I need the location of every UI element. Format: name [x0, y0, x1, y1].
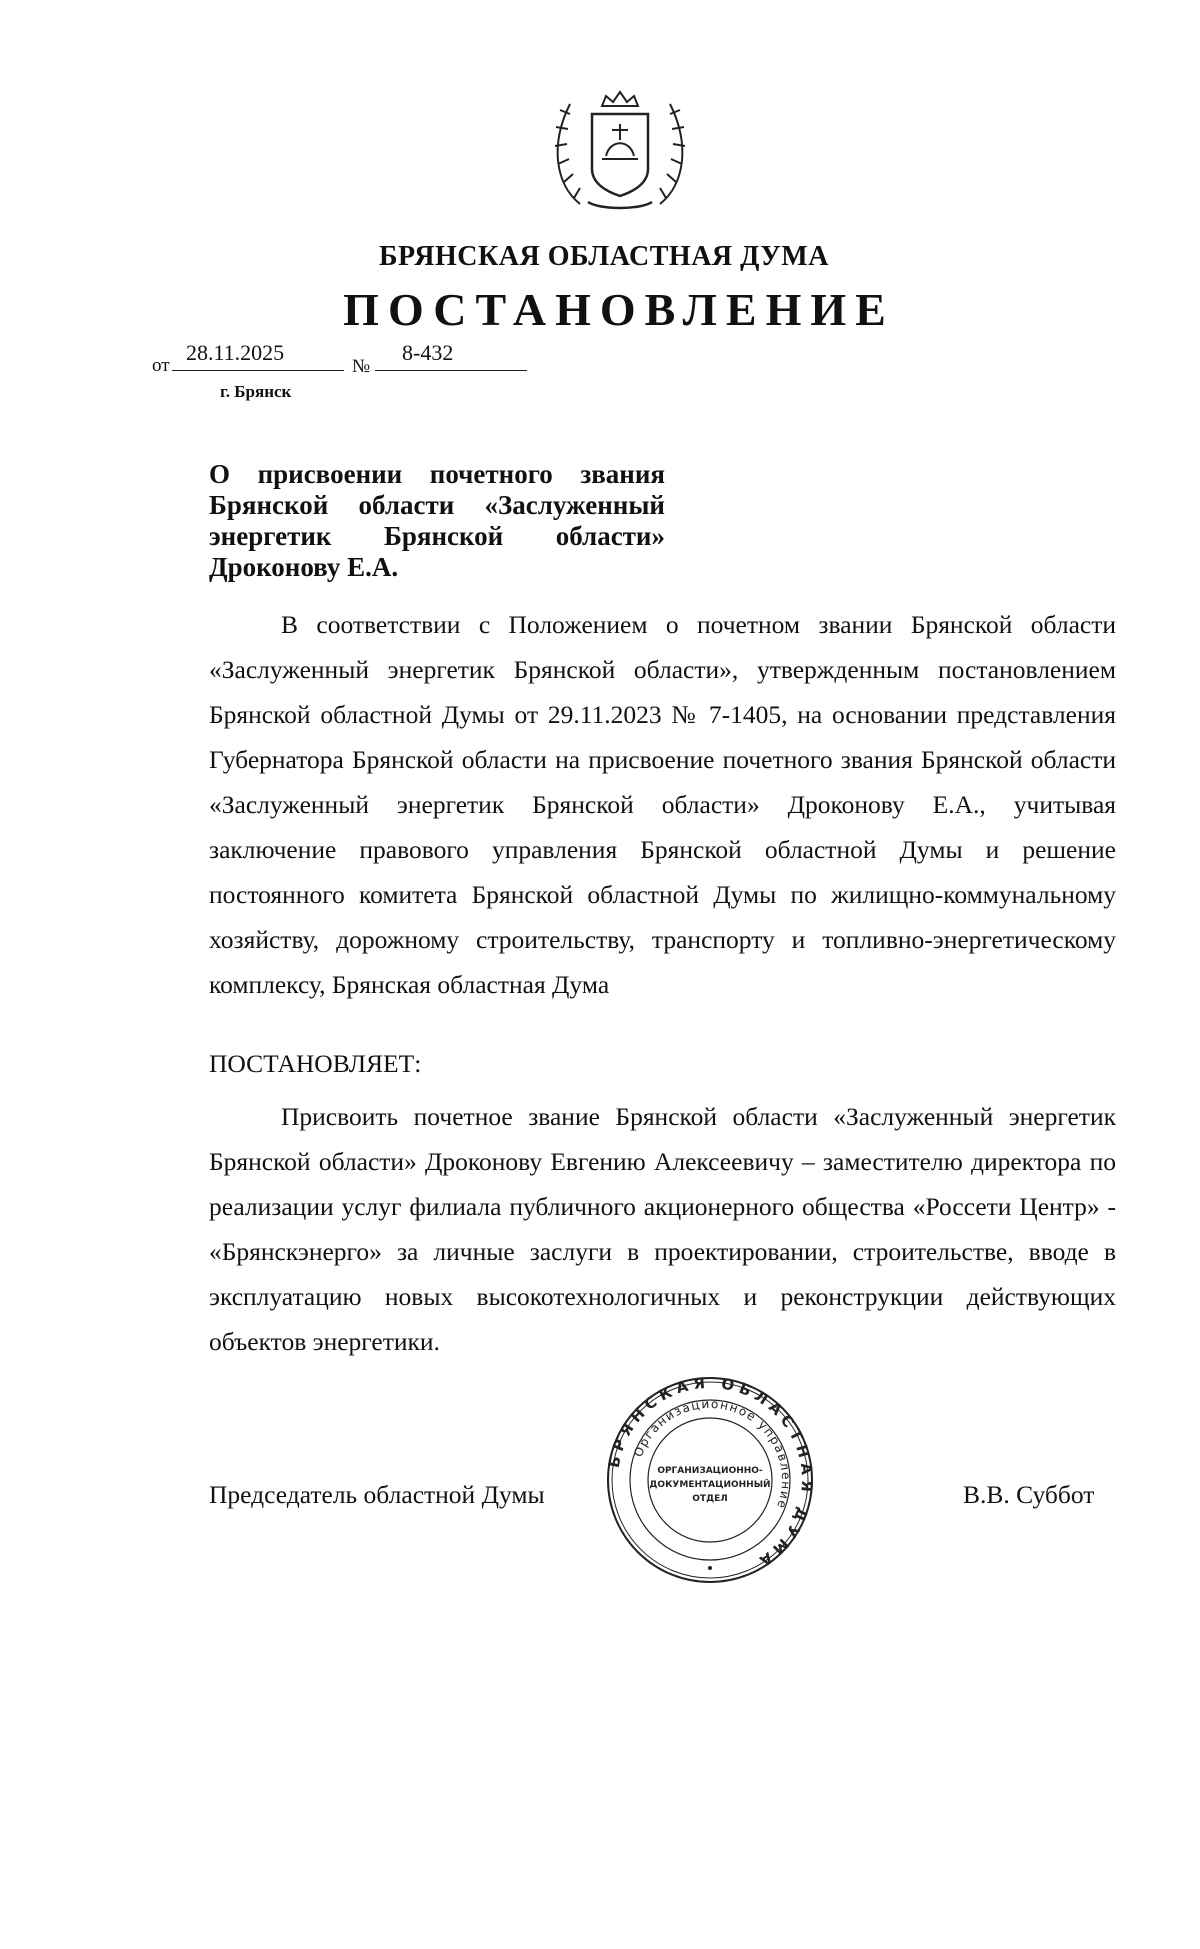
- document-date: 28.11.2025: [186, 340, 285, 365]
- stamp-center-line-2: ДОКУМЕНТАЦИОННЫЙ: [649, 1480, 771, 1490]
- stamp-center-line-1: ОРГАНИЗАЦИОННО-: [657, 1466, 763, 1476]
- document-title: [209, 459, 665, 583]
- decision-paragraph: Присвоить почетное звание Брянской области «Заслуженный энергетик Брянской области» Дроконову Евгению Алексеевичу – заместителю директора по реализации услуг филиала публичного акционерного общества «Россети Центр» - «Брянскэнерго» за личные заслуги в проектировании, строительстве, вводе в эксплуатацию новых высокотехнологичных и реконструкции действующих объектов энергетики.: [209, 1102, 1116, 1356]
- official-stamp: [605, 1375, 815, 1590]
- stamp-center-line-3: ОТДЕЛ: [692, 1494, 728, 1504]
- preamble-paragraph: В соответствии с Положением о почетном звании Брянской области «Заслуженный энергетик Брянской области», утвержденным постановлением Брянской областной Думы от 29.11.2023 № 7-1405, на основании представления Губернатора Брянской области на присвоение почетного звания Брянской области «Заслуженный энергетик Брянской области» Дроконову Е.А., учитывая заключение правового управления Брянской областной Думы и решение постоянного комитета Брянской областной Думы по жилищно-коммунальному хозяйству, дорожному строительству, транспорту и топливно-энергетическому комплексу, Брянская областная Дума: [209, 610, 1116, 999]
- title-line-1: О присвоении почетного звания: [209, 459, 665, 489]
- decree-word: ПОСТАНОВЛЯЕТ:: [209, 1049, 422, 1078]
- document-type: ПОСТАНОВЛЕНИЕ: [343, 284, 895, 335]
- date-underline: [172, 370, 344, 371]
- signatory-name: В.В. Суббот: [963, 1480, 1095, 1509]
- document-number: 8-432: [402, 340, 454, 365]
- city: г. Брянск: [220, 382, 292, 401]
- stamp-inner-text: Организационное управление: [631, 1396, 794, 1512]
- signatory-position: Председатель областной Думы: [209, 1480, 545, 1509]
- stamp-outer-text: БРЯНСКАЯ ОБЛАСТНАЯ ДУМА: [605, 1375, 815, 1573]
- number-prefix: №: [352, 356, 371, 377]
- number-underline: [375, 370, 527, 371]
- organization-name: БРЯНСКАЯ ОБЛАСТНАЯ ДУМА: [379, 241, 829, 272]
- coat-of-arms-emblem: [540, 84, 700, 219]
- title-line-2: Брянской области «Заслуженный: [209, 490, 665, 520]
- title-line-4: Дроконову Е.А.: [209, 552, 399, 582]
- date-prefix: от: [152, 355, 170, 376]
- title-line-3: энергетик Брянской области»: [209, 521, 665, 551]
